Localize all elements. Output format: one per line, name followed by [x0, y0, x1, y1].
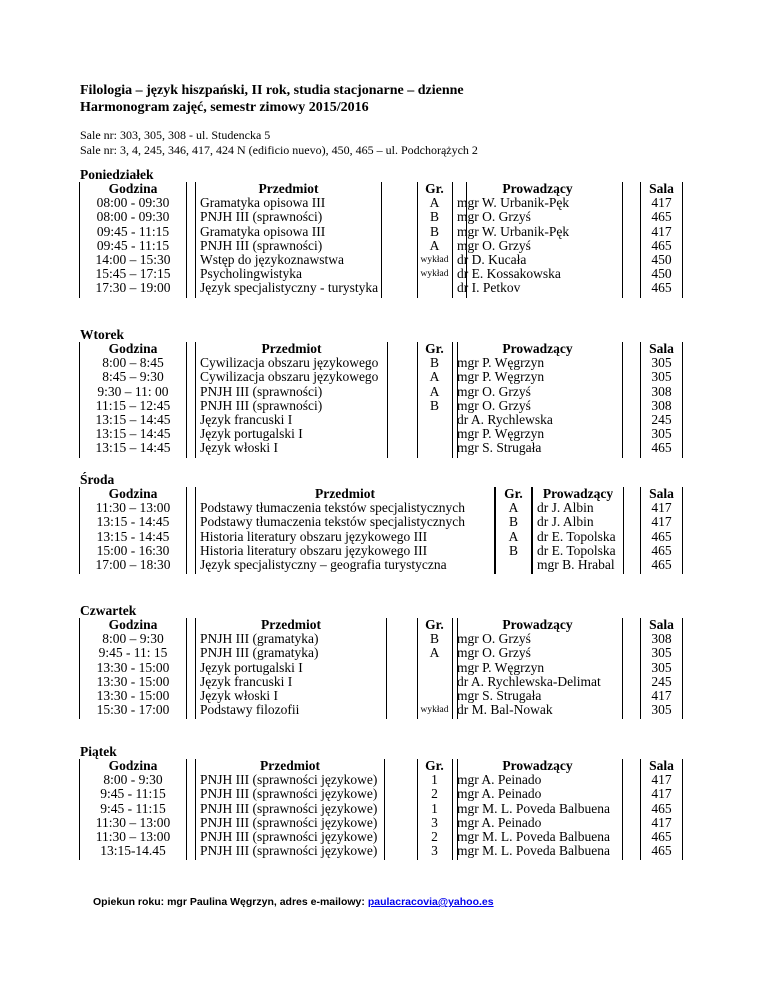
teacher-cell: dr E. Topolska [537, 528, 616, 544]
time-cell: 17:00 – 18:30 [95, 556, 171, 572]
time-cell: 15:30 - 17:00 [96, 702, 170, 718]
teacher-cell: dr J. Albin [537, 514, 594, 530]
subject-cell: PNJH III (sprawności językowe) [200, 814, 378, 830]
time-cell: 13:15 - 14:45 [96, 528, 170, 544]
column-header-group: Gr. [425, 182, 444, 196]
time-cell: 13:15 – 14:45 [95, 426, 171, 442]
subject-cell: Historia literatury obszaru językowego III [200, 528, 428, 544]
column-frame-teacher [532, 487, 624, 574]
group-cell: A [429, 237, 440, 253]
time-cell: 8:00 – 9:30 [102, 631, 164, 647]
room-cell: 417 [651, 500, 672, 516]
room-cell: 245 [651, 673, 672, 689]
group-cell: A [429, 369, 440, 385]
time-cell: 11:30 – 13:00 [95, 814, 171, 830]
subject-cell: PNJH III (sprawności językowe) [200, 772, 378, 788]
teacher-cell: mgr M. L. Poveda Balbuena [457, 800, 610, 816]
group-cell: wykład [420, 705, 449, 716]
room-cell: 305 [651, 645, 672, 661]
group-cell: A [508, 500, 519, 516]
subject-cell: Język francuski I [200, 411, 293, 427]
column-header-group: Gr. [425, 342, 444, 356]
group-cell: wykład [420, 269, 449, 280]
column-header-teacher: Prowadzący [502, 182, 573, 196]
time-cell: 14:00 – 15:30 [95, 251, 171, 267]
column-frame-room [640, 618, 683, 719]
subject-cell: PNJH III (gramatyka) [200, 631, 319, 647]
group-cell: B [508, 542, 518, 558]
time-cell: 13:30 - 15:00 [96, 659, 170, 675]
teacher-cell: dr D. Kucała [457, 251, 527, 267]
room-cell: 450 [651, 266, 672, 282]
group-cell: 1 [431, 772, 438, 788]
subject-cell: Gramatyka opisowa III [200, 195, 326, 211]
column-header-subject: Przedmiot [260, 759, 320, 773]
subject-cell: Język włoski I [200, 687, 278, 703]
footer-caretaker [93, 896, 494, 908]
room-cell: 308 [651, 383, 672, 399]
column-header-time: Godzina [108, 618, 158, 632]
day-name: Wtorek [80, 327, 124, 342]
column-header-subject: Przedmiot [315, 487, 375, 501]
subject-cell: Język specjalistyczny - turystyka [200, 280, 379, 296]
teacher-cell: dr A. Rychlewska-Delimat [457, 673, 601, 689]
teacher-cell: mgr P. Węgrzyn [457, 369, 545, 385]
subject-cell: PNJH III (sprawności językowe) [200, 828, 378, 844]
room-cell: 417 [651, 195, 672, 211]
teacher-cell: dr E. Topolska [537, 542, 616, 558]
group-cell: A [508, 528, 519, 544]
column-frame-room [640, 182, 683, 298]
column-header-teacher: Prowadzący [502, 342, 573, 356]
group-cell: A [429, 195, 440, 211]
column-header-teacher: Prowadzący [502, 618, 573, 632]
column-frame-time [79, 182, 187, 298]
subject-cell: Język portugalski I [200, 426, 303, 442]
subject-cell: PNJH III (sprawności językowe) [200, 786, 378, 802]
time-cell: 08:00 - 09:30 [96, 209, 170, 225]
teacher-cell: mgr O. Grzyś [457, 209, 531, 225]
subject-cell: PNJH III (gramatyka) [200, 645, 319, 661]
room-cell: 305 [651, 355, 672, 371]
room-cell: 417 [651, 786, 672, 802]
column-header-group: Gr. [425, 759, 444, 773]
group-cell: 3 [431, 843, 438, 859]
time-cell: 9:45 - 11:15 [100, 800, 166, 816]
room-cell: 305 [651, 702, 672, 718]
subject-cell: Podstawy tłumaczenia tekstów specjalistycznych [200, 500, 466, 516]
room-cell: 465 [651, 843, 672, 859]
teacher-cell: mgr P. Węgrzyn [457, 426, 545, 442]
time-cell: 11:15 – 12:45 [95, 397, 171, 413]
column-frame-subject [195, 759, 385, 860]
subject-cell: Psycholingwistyka [200, 266, 303, 282]
teacher-cell: mgr O. Grzyś [457, 237, 531, 253]
teacher-cell: mgr W. Urbanik-Pęk [457, 195, 570, 211]
day-name: Poniedziałek [80, 167, 154, 182]
teacher-cell: mgr S. Strugała [457, 687, 542, 703]
group-cell: 2 [431, 786, 438, 802]
room-cell: 465 [651, 528, 672, 544]
subject-cell: Język specjalistyczny – geografia turystyczna [200, 556, 447, 572]
group-cell: 2 [431, 828, 438, 844]
column-frame-teacher [452, 759, 623, 860]
column-header-room: Sala [649, 487, 674, 501]
room-cell: 465 [651, 828, 672, 844]
column-frame-teacher [452, 618, 623, 719]
group-cell: 3 [431, 814, 438, 830]
room-cell: 308 [651, 631, 672, 647]
day-name: Środa [80, 472, 115, 487]
column-frame-teacher [452, 182, 623, 298]
column-header-room: Sala [649, 759, 674, 773]
time-cell: 8:00 - 9:30 [103, 772, 163, 788]
teacher-cell: dr E. Kossakowska [457, 266, 561, 282]
time-cell: 9:45 - 11:15 [100, 786, 166, 802]
subject-cell: Gramatyka opisowa III [200, 223, 326, 239]
column-frame-time [79, 342, 187, 458]
subject-cell: Język portugalski I [200, 659, 303, 675]
teacher-cell: dr I. Petkov [457, 280, 521, 296]
time-cell: 09:45 - 11:15 [96, 237, 170, 253]
subject-cell: PNJH III (sprawności językowe) [200, 800, 378, 816]
subject-cell: Cywilizacja obszaru językowego [200, 369, 379, 385]
group-cell: A [429, 645, 440, 661]
time-cell: 8:45 – 9:30 [102, 369, 164, 385]
group-cell: wykład [420, 254, 449, 265]
teacher-cell: mgr W. Urbanik-Pęk [457, 223, 570, 239]
subject-cell: PNJH III (sprawności) [200, 237, 323, 253]
room-cell: 417 [651, 814, 672, 830]
time-cell: 13:30 - 15:00 [96, 687, 170, 703]
room-cell: 417 [651, 514, 672, 530]
subject-cell: Język francuski I [200, 673, 293, 689]
room-cell: 308 [651, 397, 672, 413]
column-header-time: Godzina [108, 342, 158, 356]
column-header-subject: Przedmiot [261, 342, 322, 356]
column-frame-time [79, 759, 187, 860]
day-name: Piątek [80, 744, 117, 759]
room-cell: 417 [651, 687, 672, 703]
subject-cell: Język włoski I [200, 440, 278, 456]
teacher-cell: mgr A. Peinado [457, 814, 542, 830]
doc-title: Filologia – język hiszpański, II rok, studia stacjonarne – dzienne [80, 83, 464, 98]
time-cell: 08:00 - 09:30 [96, 195, 170, 211]
group-cell: B [508, 514, 518, 530]
rooms-address-2: Sale nr: 3, 4, 245, 346, 417, 424 N (edificio nuevo), 450, 465 – ul. Podchorążych 2 [80, 143, 478, 157]
room-cell: 465 [651, 209, 672, 225]
room-cell: 305 [651, 659, 672, 675]
room-cell: 465 [651, 237, 672, 253]
group-cell: B [429, 397, 439, 413]
time-cell: 13:15-14.45 [100, 843, 166, 859]
column-header-room: Sala [649, 182, 674, 196]
subject-cell: PNJH III (sprawności językowe) [200, 843, 378, 859]
time-cell: 9:45 - 11: 15 [98, 645, 168, 661]
room-cell: 245 [651, 411, 672, 427]
teacher-cell: mgr A. Peinado [457, 786, 542, 802]
group-cell: 1 [431, 800, 438, 816]
column-frame-subject [195, 618, 387, 719]
column-header-time: Godzina [108, 182, 158, 196]
column-frame-subject [195, 182, 382, 298]
room-cell: 305 [651, 426, 672, 442]
time-cell: 13:30 - 15:00 [96, 673, 170, 689]
time-cell: 11:30 – 13:00 [95, 500, 171, 516]
teacher-cell: dr J. Albin [537, 500, 594, 516]
column-frame-room [640, 759, 683, 860]
column-header-subject: Przedmiot [258, 182, 319, 196]
group-cell: B [429, 223, 439, 239]
column-frame-group [495, 487, 532, 574]
time-cell: 13:15 - 14:45 [96, 514, 170, 530]
doc-subtitle: Harmonogram zajęć, semestr zimowy 2015/2016 [80, 100, 369, 115]
teacher-cell: mgr O. Grzyś [457, 645, 531, 661]
room-cell: 465 [651, 556, 672, 572]
time-cell: 11:30 – 13:00 [95, 828, 171, 844]
group-cell: B [429, 355, 439, 371]
subject-cell: Podstawy filozofii [200, 702, 300, 718]
column-header-group: Gr. [504, 487, 523, 501]
teacher-cell: mgr S. Strugała [457, 440, 542, 456]
group-cell: B [429, 209, 439, 225]
time-cell: 15:45 – 17:15 [95, 266, 171, 282]
room-cell: 417 [651, 223, 672, 239]
group-cell: B [429, 631, 439, 647]
column-header-room: Sala [649, 342, 674, 356]
time-cell: 09:45 - 11:15 [96, 223, 170, 239]
room-cell: 465 [651, 800, 672, 816]
time-cell: 15:00 - 16:30 [96, 542, 170, 558]
time-cell: 8:00 – 8:45 [102, 355, 164, 371]
teacher-cell: mgr A. Peinado [457, 772, 542, 788]
column-frame-room [640, 342, 683, 458]
column-header-room: Sala [649, 618, 674, 632]
day-name: Czwartek [80, 603, 137, 618]
time-cell: 9:30 – 11: 00 [97, 383, 169, 399]
email-link[interactable]: paulacracovia@yahoo.es [367, 896, 494, 908]
column-frame-teacher [452, 342, 623, 458]
teacher-cell: mgr B. Hrabal [537, 556, 615, 572]
time-cell: 13:15 – 14:45 [95, 411, 171, 427]
teacher-cell: mgr O. Grzyś [457, 383, 531, 399]
time-cell: 17:30 – 19:00 [95, 280, 171, 296]
rooms-address-1: Sale nr: 303, 305, 308 - ul. Studencka 5 [80, 128, 271, 142]
column-header-teacher: Prowadzący [502, 759, 573, 773]
teacher-cell: mgr M. L. Poveda Balbuena [457, 828, 610, 844]
footer-label: Opiekun roku: mgr Paulina Węgrzyn, adres e-mailowy: [93, 896, 368, 908]
group-cell: A [429, 383, 440, 399]
column-header-group: Gr. [425, 618, 444, 632]
subject-cell: Wstęp do językoznawstwa [200, 251, 344, 267]
column-header-time: Godzina [108, 487, 158, 501]
column-frame-subject [195, 487, 495, 574]
column-header-time: Godzina [108, 759, 158, 773]
room-cell: 305 [651, 369, 672, 385]
column-frame-time [79, 618, 187, 719]
subject-cell: PNJH III (sprawności) [200, 397, 323, 413]
room-cell: 465 [651, 440, 672, 456]
teacher-cell: mgr O. Grzyś [457, 631, 531, 647]
subject-cell: PNJH III (sprawności) [200, 383, 323, 399]
column-frame-room [640, 487, 683, 574]
subject-cell: Cywilizacja obszaru językowego [200, 355, 379, 371]
teacher-cell: mgr O. Grzyś [457, 397, 531, 413]
teacher-cell: dr M. Bal-Nowak [457, 702, 553, 718]
time-cell: 13:15 – 14:45 [95, 440, 171, 456]
teacher-cell: dr A. Rychlewska [457, 411, 553, 427]
teacher-cell: mgr P. Węgrzyn [457, 355, 545, 371]
subject-cell: Historia literatury obszaru językowego III [200, 542, 428, 558]
room-cell: 465 [651, 280, 672, 296]
column-header-subject: Przedmiot [261, 618, 321, 632]
room-cell: 417 [651, 772, 672, 788]
column-frame-time [79, 487, 187, 574]
room-cell: 465 [651, 542, 672, 558]
room-cell: 450 [651, 251, 672, 267]
subject-cell: PNJH III (sprawności) [200, 209, 323, 225]
column-header-teacher: Prowadzący [542, 487, 614, 501]
teacher-cell: mgr P. Węgrzyn [457, 659, 545, 675]
column-frame-subject [195, 342, 388, 458]
subject-cell: Podstawy tłumaczenia tekstów specjalistycznych [200, 514, 466, 530]
teacher-cell: mgr M. L. Poveda Balbuena [457, 843, 610, 859]
